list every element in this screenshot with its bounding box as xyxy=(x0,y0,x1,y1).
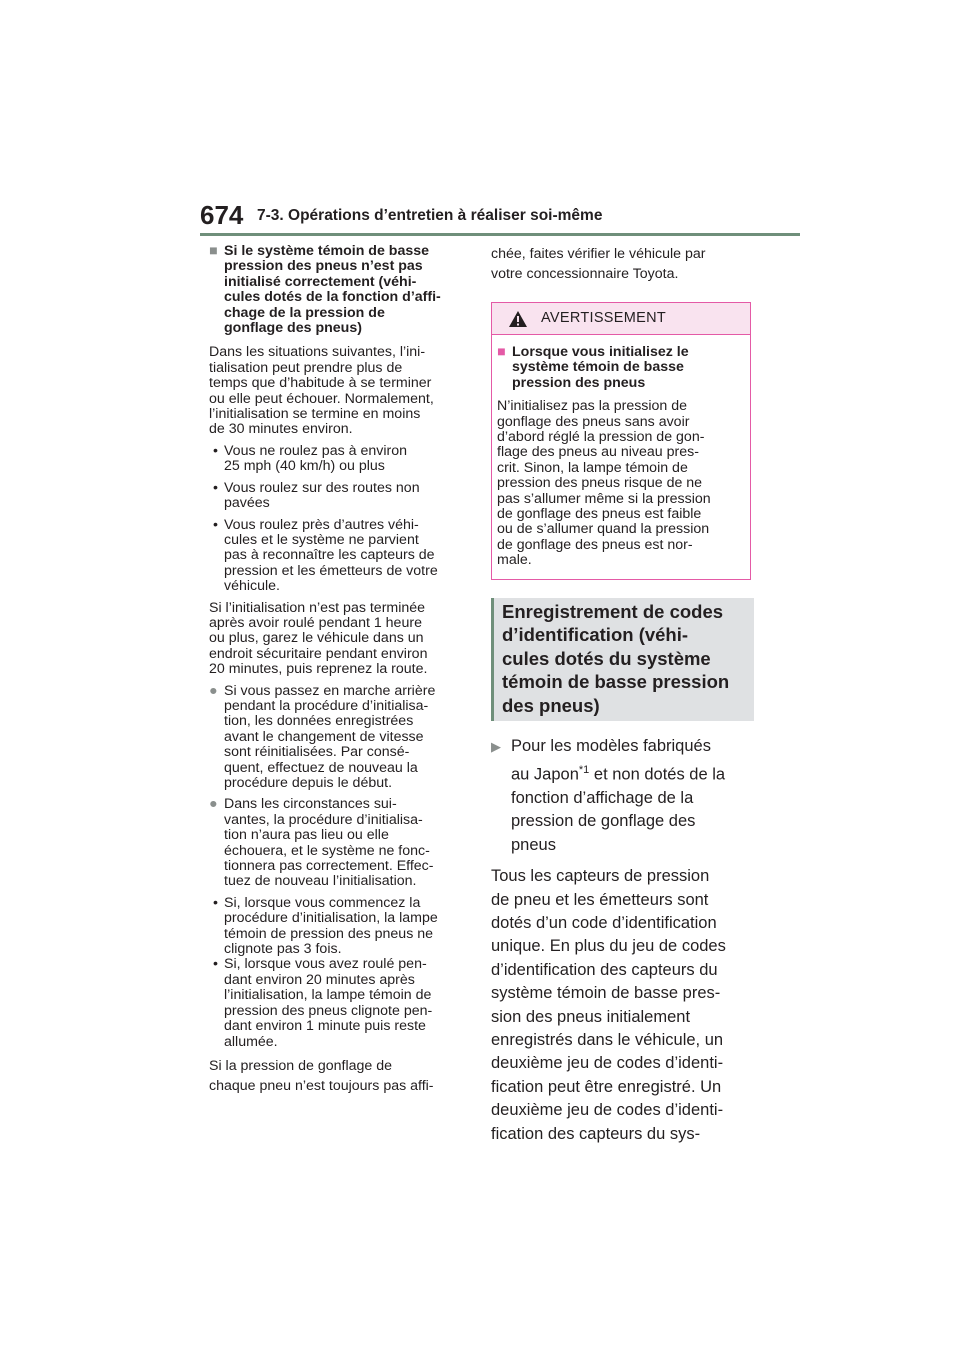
warning-heading: ■ Lorsque vous initialisez le système témoin de basse pression des pneus xyxy=(497,344,689,391)
bullet-icon: • xyxy=(213,516,218,533)
warning-body xyxy=(492,335,750,579)
bullet-icon: • xyxy=(213,956,218,973)
footnote-marker: *1 xyxy=(578,763,590,776)
bullet-icon: • xyxy=(213,894,218,911)
note-item-failure: ● Dans les circonstances sui- vantes, la procédure d’initialisa- tion n’aura pas lieu ou elle échouera, et le système ne fonc- tionnera pas correctement. Effec- tuez de nouveau l’initialisation. xyxy=(209,796,434,890)
list-item: • Vous roulez sur des routes non pavées xyxy=(213,479,420,512)
bullet-icon: • xyxy=(213,479,218,496)
right-column xyxy=(491,244,753,1146)
square-bullet-icon: ■ xyxy=(209,243,218,259)
circle-bullet-icon: ● xyxy=(209,796,218,813)
note-item-reverse: ● Si vous passez en marche arrière pendant la procédure d’initialisa- tion, les données enregistrées avant le changement de vitesse sont réinitialisées. Par consé- quent, effectuez de nouveau la procédure depuis le début. xyxy=(209,682,436,791)
list-item: • Vous roulez près d’autres véhi- cules et le système ne parvient pas à reconnaître les capteurs de pression et les émetteurs de votre véhicule. xyxy=(213,516,438,595)
final-paragraph: Si la pression de gonflage de chaque pneu n’est toujours pas affi- xyxy=(209,1057,434,1094)
triangle-bullet-icon: ▶ xyxy=(491,739,501,755)
header-rule xyxy=(200,233,800,236)
warning-label: AVERTISSEMENT xyxy=(541,310,667,326)
warning-triangle-icon xyxy=(508,310,528,328)
square-bullet-icon: ■ xyxy=(497,344,506,360)
id-codes-paragraph: Tous les capteurs de pression de pneu et les émetteurs sont dotés d’un code d’identification unique. En plus du jeu de codes d’identification des capteurs du système témoin de basse pres- sion des pneus initialement enregistrés dans le véhicule, un deuxième jeu de codes d’identi- fication peut être enregistré. Un deuxième jeu de codes d’identi- fication des capteurs du sys- xyxy=(491,867,726,1143)
left-heading: ■ Si le système témoin de basse pression des pneus n’est pas initialisé correctement (véhi- cules dotés de la fonction d’affi- chage de la pression de gonflage des pneus) xyxy=(209,243,441,337)
left-column xyxy=(209,244,471,1102)
circle-bullet-icon: ● xyxy=(209,682,218,699)
warning-box xyxy=(491,302,751,580)
bullet-icon: • xyxy=(213,442,218,459)
list-item: • Vous ne roulez pas à environ 25 mph (40 km/h) ou plus xyxy=(213,442,407,475)
section-title: 7-3. Opérations d’entretien à réaliser soi-même xyxy=(257,207,603,224)
list-item: • Si, lorsque vous avez roulé pen- dant environ 20 minutes après l’initialisation, la lampe témoin de pression des pneus clignote pen- dant environ 1 minute puis reste allumée. xyxy=(213,956,433,1050)
section-heading-box: Enregistrement de codes d’identification (véhi- cules dotés du système témoin de basse pression des pneus) xyxy=(491,598,754,722)
model-condition-item: ▶ Pour les modèles fabriqués au Japon$^{*1}$ et non dotés de la fonction d’affichage de la pression de gonflage des pneus xyxy=(491,737,726,854)
continued-paragraph: chée, faites vérifier le véhicule par votre concessionnaire Toyota. xyxy=(491,246,706,282)
warning-text: N’initialisez pas la pression de gonflage des pneus sans avoir d’abord réglé la pression de gon- flage des pneus au niveau pres- crit. Sinon, la lampe témoin de pression des pneus risque de ne pas s’allumer même si la pression de gonflage des pneus est faible ou de s’allumer quand la pression de gonflage des pneus est nor- male. xyxy=(497,398,711,569)
page-number: 674 xyxy=(200,200,244,230)
retry-paragraph: Si l’initialisation n’est pas terminée après avoir roulé pendant 1 heure ou plus, garez le véhicule dans un endroit sécuritaire pendant environ 20 minutes, puis reprenez la route. xyxy=(209,599,428,678)
list-item: • Si, lorsque vous commencez la procédure d’initialisation, la lampe témoin de pression des pneus ne clignote pas 3 fois. xyxy=(213,894,438,958)
intro-paragraph: Dans les situations suivantes, l’ini- tialisation peut prendre plus de temps que d’habitude à se terminer ou elle peut échouer. Normalement, l’initialisation se termine en moins de 30 minutes environ. xyxy=(209,344,434,438)
warning-header xyxy=(492,303,750,335)
